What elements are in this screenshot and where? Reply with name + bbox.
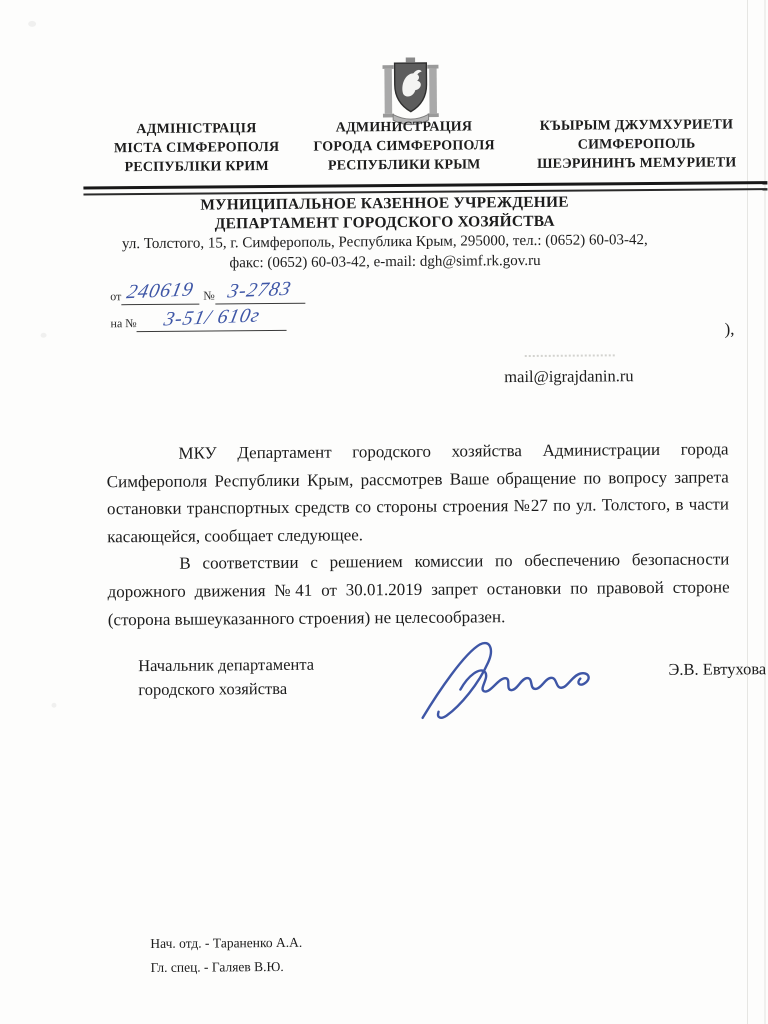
reference-block (110, 278, 370, 334)
body-paragraph-1: МКУ Департамент городского хозяйства Администрации города Симферополя Республики Крым, рассмотрев Ваше обращение по вопросу запрета остановки транспортных средств со стороны строения №27 по ул. Толстого, в части касающейся, сообщает следующее. (106, 439, 730, 547)
executors-block (150, 931, 302, 980)
letterhead-ukrainian (99, 119, 294, 178)
scan-speck (51, 703, 56, 708)
handwritten-date: 240619 (124, 278, 196, 304)
letterhead-uk-line3: РЕСПУБЛІКИ КРИМ (124, 159, 269, 176)
letterhead-russian (296, 117, 511, 176)
signer-name: Э.В. Евтухова (668, 659, 767, 679)
reference-outgoing (110, 278, 370, 307)
letterhead-ru-line3: РЕСПУБЛИКИ КРЫМ (327, 157, 481, 174)
incoming-number-field (137, 306, 287, 332)
signer-title-line2: городского хозяйства (138, 678, 288, 700)
body-paragraph-2: В соответствии с решением комиссии по обеспечению безопасности дорожного движения №41 от 30.01.2019 запрет остановки по правовой стороне (сторона вышеуказанного строения) не целесообразен. (107, 549, 730, 629)
letterhead-uk-line1: АДМІНІСТРАЦІЯ (136, 121, 257, 138)
organization-address-line1: ул. Толстого, 15, г. Симферополь, Республика Крым, 295000, тел.: (0652) 60-03-42, (121, 232, 648, 253)
handwritten-outgoing-number: 3-2783 (226, 277, 294, 303)
letterhead (99, 115, 759, 177)
organization-block (104, 192, 665, 274)
letterhead-ru-line2: ГОРОДА СИМФЕРОПОЛЯ (313, 138, 495, 155)
number-label: № (203, 288, 215, 303)
scan-speck (28, 21, 36, 27)
signer-title (138, 652, 368, 702)
letterhead-ct-line3: ШЕЭРИНИНЪ МЕМУРИЕТИ (536, 155, 737, 172)
date-field (121, 280, 199, 306)
letter-body (106, 435, 729, 633)
letterhead-ru-line1: АДМИНИСТРАЦИЯ (335, 119, 473, 136)
organization-address-line2: факс: (0652) 60-03-42, e-mail: dgh@simf.rk.gov.ru (229, 252, 541, 272)
redaction-marks (525, 354, 615, 363)
letterhead-ct-line2: СИМФЕРОПОЛЬ (577, 136, 696, 153)
executor-line1: Нач. отд. - Тараненко А.А. (150, 934, 303, 951)
organization-name-line2: ДЕПАРТАМЕНТ ГОРОДСКОГО ХОЗЯЙСТВА (214, 212, 555, 233)
signer-title-line1: Начальник департамента (138, 654, 315, 676)
reply-label: на № (110, 316, 137, 331)
recipient-email: mail@igrajdanin.ru (504, 366, 634, 387)
letterhead-crimean-tatar (514, 115, 759, 174)
letterhead-ct-line1: КЪЫРЫМ ДЖУМХУРИЕТИ (539, 117, 734, 134)
outgoing-number-field (215, 279, 305, 305)
handwritten-incoming-number: 3-51/ 610г (161, 304, 262, 331)
organization-name-line1: МУНИЦИПАЛЬНОЕ КАЗЕННОЕ УЧРЕЖДЕНИЕ (200, 193, 569, 214)
executor-line2: Гл. спец. - Галяев В.Ю. (150, 958, 284, 975)
letterhead-uk-line2: МІСТА СІМФЕРОПОЛЯ (113, 139, 280, 157)
recipient-text-fragment: ), (724, 319, 735, 339)
scan-speck (41, 333, 47, 338)
from-label: от (110, 289, 122, 304)
signature-ink (408, 626, 609, 728)
signature-block (138, 649, 767, 700)
reference-incoming (110, 305, 370, 334)
